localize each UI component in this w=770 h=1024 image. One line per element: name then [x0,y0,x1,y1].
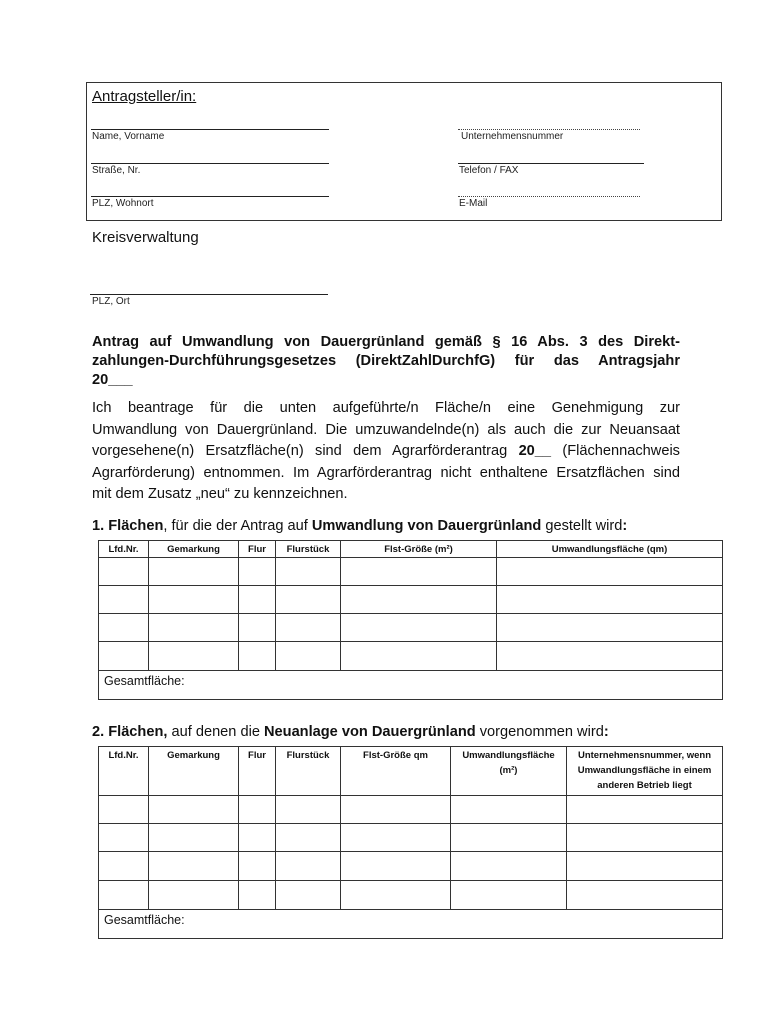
table-cell[interactable] [149,796,239,824]
table-cell[interactable] [497,614,723,642]
table-cell[interactable] [451,824,567,852]
table-row [99,796,723,824]
table-cell[interactable] [239,642,276,671]
section2-colon: : [603,724,609,740]
s2-header-flur: Flur [239,747,276,796]
s2-header-area-line2: (m²) [499,765,518,776]
application-title-line1: Antrag auf Umwandlung von Dauergrünland gemäß § 16 Abs. 3 des Direkt- [92,334,680,350]
s2-header-flst-groesse: Flst-Größe qm [341,747,451,796]
table-cell[interactable] [341,558,497,586]
section1-bold: Umwandlung von Dauergrünland [311,518,542,534]
table-row [99,852,723,881]
table-cell[interactable] [99,586,149,614]
s1-header-lfdnr: Lfd.Nr. [99,541,149,558]
section2-table [98,746,723,939]
table-row [99,614,723,642]
table-cell[interactable] [276,852,341,881]
table-cell[interactable] [341,614,497,642]
street-label: Straße, Nr. [92,165,141,176]
table-cell[interactable] [341,881,451,910]
table-cell[interactable] [149,824,239,852]
email-field[interactable] [458,196,640,197]
section2-total-label: Gesamtfläche: [104,913,185,927]
table-cell[interactable] [239,796,276,824]
body-year: 20__ [518,443,552,460]
table-cell[interactable] [239,586,276,614]
table-cell[interactable] [276,881,341,910]
s2-header-company-line3: anderen Betrieb liegt [597,780,692,791]
s1-header-flst-groesse: Flst-Größe (m²) [341,541,497,558]
table-row [99,558,723,586]
s2-header-gemarkung: Gemarkung [149,747,239,796]
body-line3-c: (Flächennachweis [551,443,680,460]
table-cell[interactable] [567,824,723,852]
company-number-label: Unternehmensnummer [461,131,564,142]
section2-number: 2. Flächen, [92,724,168,740]
section2-total-row [99,910,723,939]
table-cell[interactable] [451,852,567,881]
table-cell[interactable] [99,852,149,881]
table-cell[interactable] [567,881,723,910]
s2-header-area-line1: Umwandlungsfläche [462,750,555,761]
table-cell[interactable] [149,586,239,614]
s1-header-gemarkung: Gemarkung [149,541,239,558]
body-line5: mit dem Zusatz „neu“ zu kennzeichnen. [92,486,348,503]
section1-total-label: Gesamtfläche: [104,674,185,688]
application-title-line2: zahlungen-Durchführungsgesetzes (DirektZahlDurchfG) für das Antragsjahr [92,353,680,369]
s2-header-flurstueck: Flurstück [276,747,341,796]
phone-label: Telefon / FAX [459,165,519,176]
s1-header-umwandlungsflaeche: Umwandlungsfläche (qm) [497,541,723,558]
table-cell[interactable] [276,586,341,614]
table-cell[interactable] [99,558,149,586]
table-cell[interactable] [99,614,149,642]
email-label: E-Mail [459,198,488,209]
table-cell[interactable] [276,796,341,824]
table-cell[interactable] [451,796,567,824]
s1-header-flurstueck: Flurstück [276,541,341,558]
table-cell[interactable] [276,824,341,852]
table-cell[interactable] [149,852,239,881]
section1-total-cell[interactable] [99,671,723,700]
body-line3-a: vorgesehene(n) Ersatzfläche(n) sind dem Agrarförderantrag [92,443,519,460]
s2-header-company-line2: Umwandlungsfläche in einem [577,765,712,776]
authority-title: Kreisverwaltung [92,229,199,246]
body-line1: Ich beantrage für die unten aufgeführte/n Fläche/n eine Genehmigung zur [92,400,680,416]
section1-colon: : [622,518,628,534]
table-cell[interactable] [276,614,341,642]
s2-header-lfdnr: Lfd.Nr. [99,747,149,796]
section2-bold: Neuanlage von Dauergrünland [264,724,476,740]
table-cell[interactable] [149,642,239,671]
table-cell[interactable] [239,824,276,852]
section1-number: 1. Flächen [92,518,164,534]
section1-table [98,540,723,700]
applicant-box [86,82,722,221]
section1-heading [92,518,627,534]
authority-plz-field[interactable] [90,294,328,295]
plz-field[interactable] [91,196,329,197]
table-cell[interactable] [239,614,276,642]
section2-total-cell[interactable] [99,910,723,939]
application-title-line3: 20___ [92,372,133,388]
table-cell[interactable] [497,642,723,671]
section2-header-row [99,747,723,796]
street-field[interactable] [91,163,329,164]
table-cell[interactable] [149,614,239,642]
table-cell[interactable] [149,881,239,910]
table-cell[interactable] [239,852,276,881]
table-cell[interactable] [149,558,239,586]
table-row [99,642,723,671]
table-cell[interactable] [276,558,341,586]
table-cell[interactable] [341,852,451,881]
table-cell[interactable] [497,558,723,586]
plz-label: PLZ, Wohnort [92,198,154,209]
table-cell[interactable] [567,796,723,824]
s1-header-flur: Flur [239,541,276,558]
table-row [99,881,723,910]
authority-plz-label: PLZ, Ort [92,296,130,307]
application-body [92,398,680,506]
section2-text-a: auf denen die [167,724,264,740]
name-field[interactable] [91,129,329,130]
applicant-title: Antragsteller/in: [92,88,197,105]
table-cell[interactable] [497,586,723,614]
table-cell[interactable] [341,642,497,671]
table-row [99,824,723,852]
table-cell[interactable] [341,824,451,852]
company-number-field[interactable] [458,129,640,130]
section2-text-b: vorgenommen wird [475,724,604,740]
table-row [99,586,723,614]
table-cell[interactable] [239,558,276,586]
table-cell[interactable] [99,824,149,852]
table-cell[interactable] [276,642,341,671]
table-cell[interactable] [341,586,497,614]
s2-header-umwandlungsflaeche [451,747,567,796]
table-cell[interactable] [341,796,451,824]
application-title [92,333,680,390]
section1-total-row [99,671,723,700]
table-cell[interactable] [99,881,149,910]
table-cell[interactable] [99,796,149,824]
body-line4: Agrarförderung) entnommen. Im Agrarförderantrag nicht enthaltene Ersatzflächen sind [92,464,680,481]
body-line2: Umwandlung von Dauergrünland. Die umzuwandelnde(n) als auch die zur Neuansaat [92,421,680,438]
table-cell[interactable] [451,881,567,910]
s2-header-company-line1: Unternehmensnummer, wenn [577,750,712,761]
phone-field[interactable] [458,163,644,164]
table-cell[interactable] [99,642,149,671]
body-line3 [92,441,680,463]
table-cell[interactable] [567,852,723,881]
table-cell[interactable] [239,881,276,910]
section2-heading [92,724,609,740]
name-label: Name, Vorname [92,131,165,142]
section1-text-b: gestellt wird [541,518,623,534]
section1-header-row [99,541,723,558]
s2-header-unternehmensnummer [567,747,723,796]
section1-text-a: , für die der Antrag auf [163,518,312,534]
